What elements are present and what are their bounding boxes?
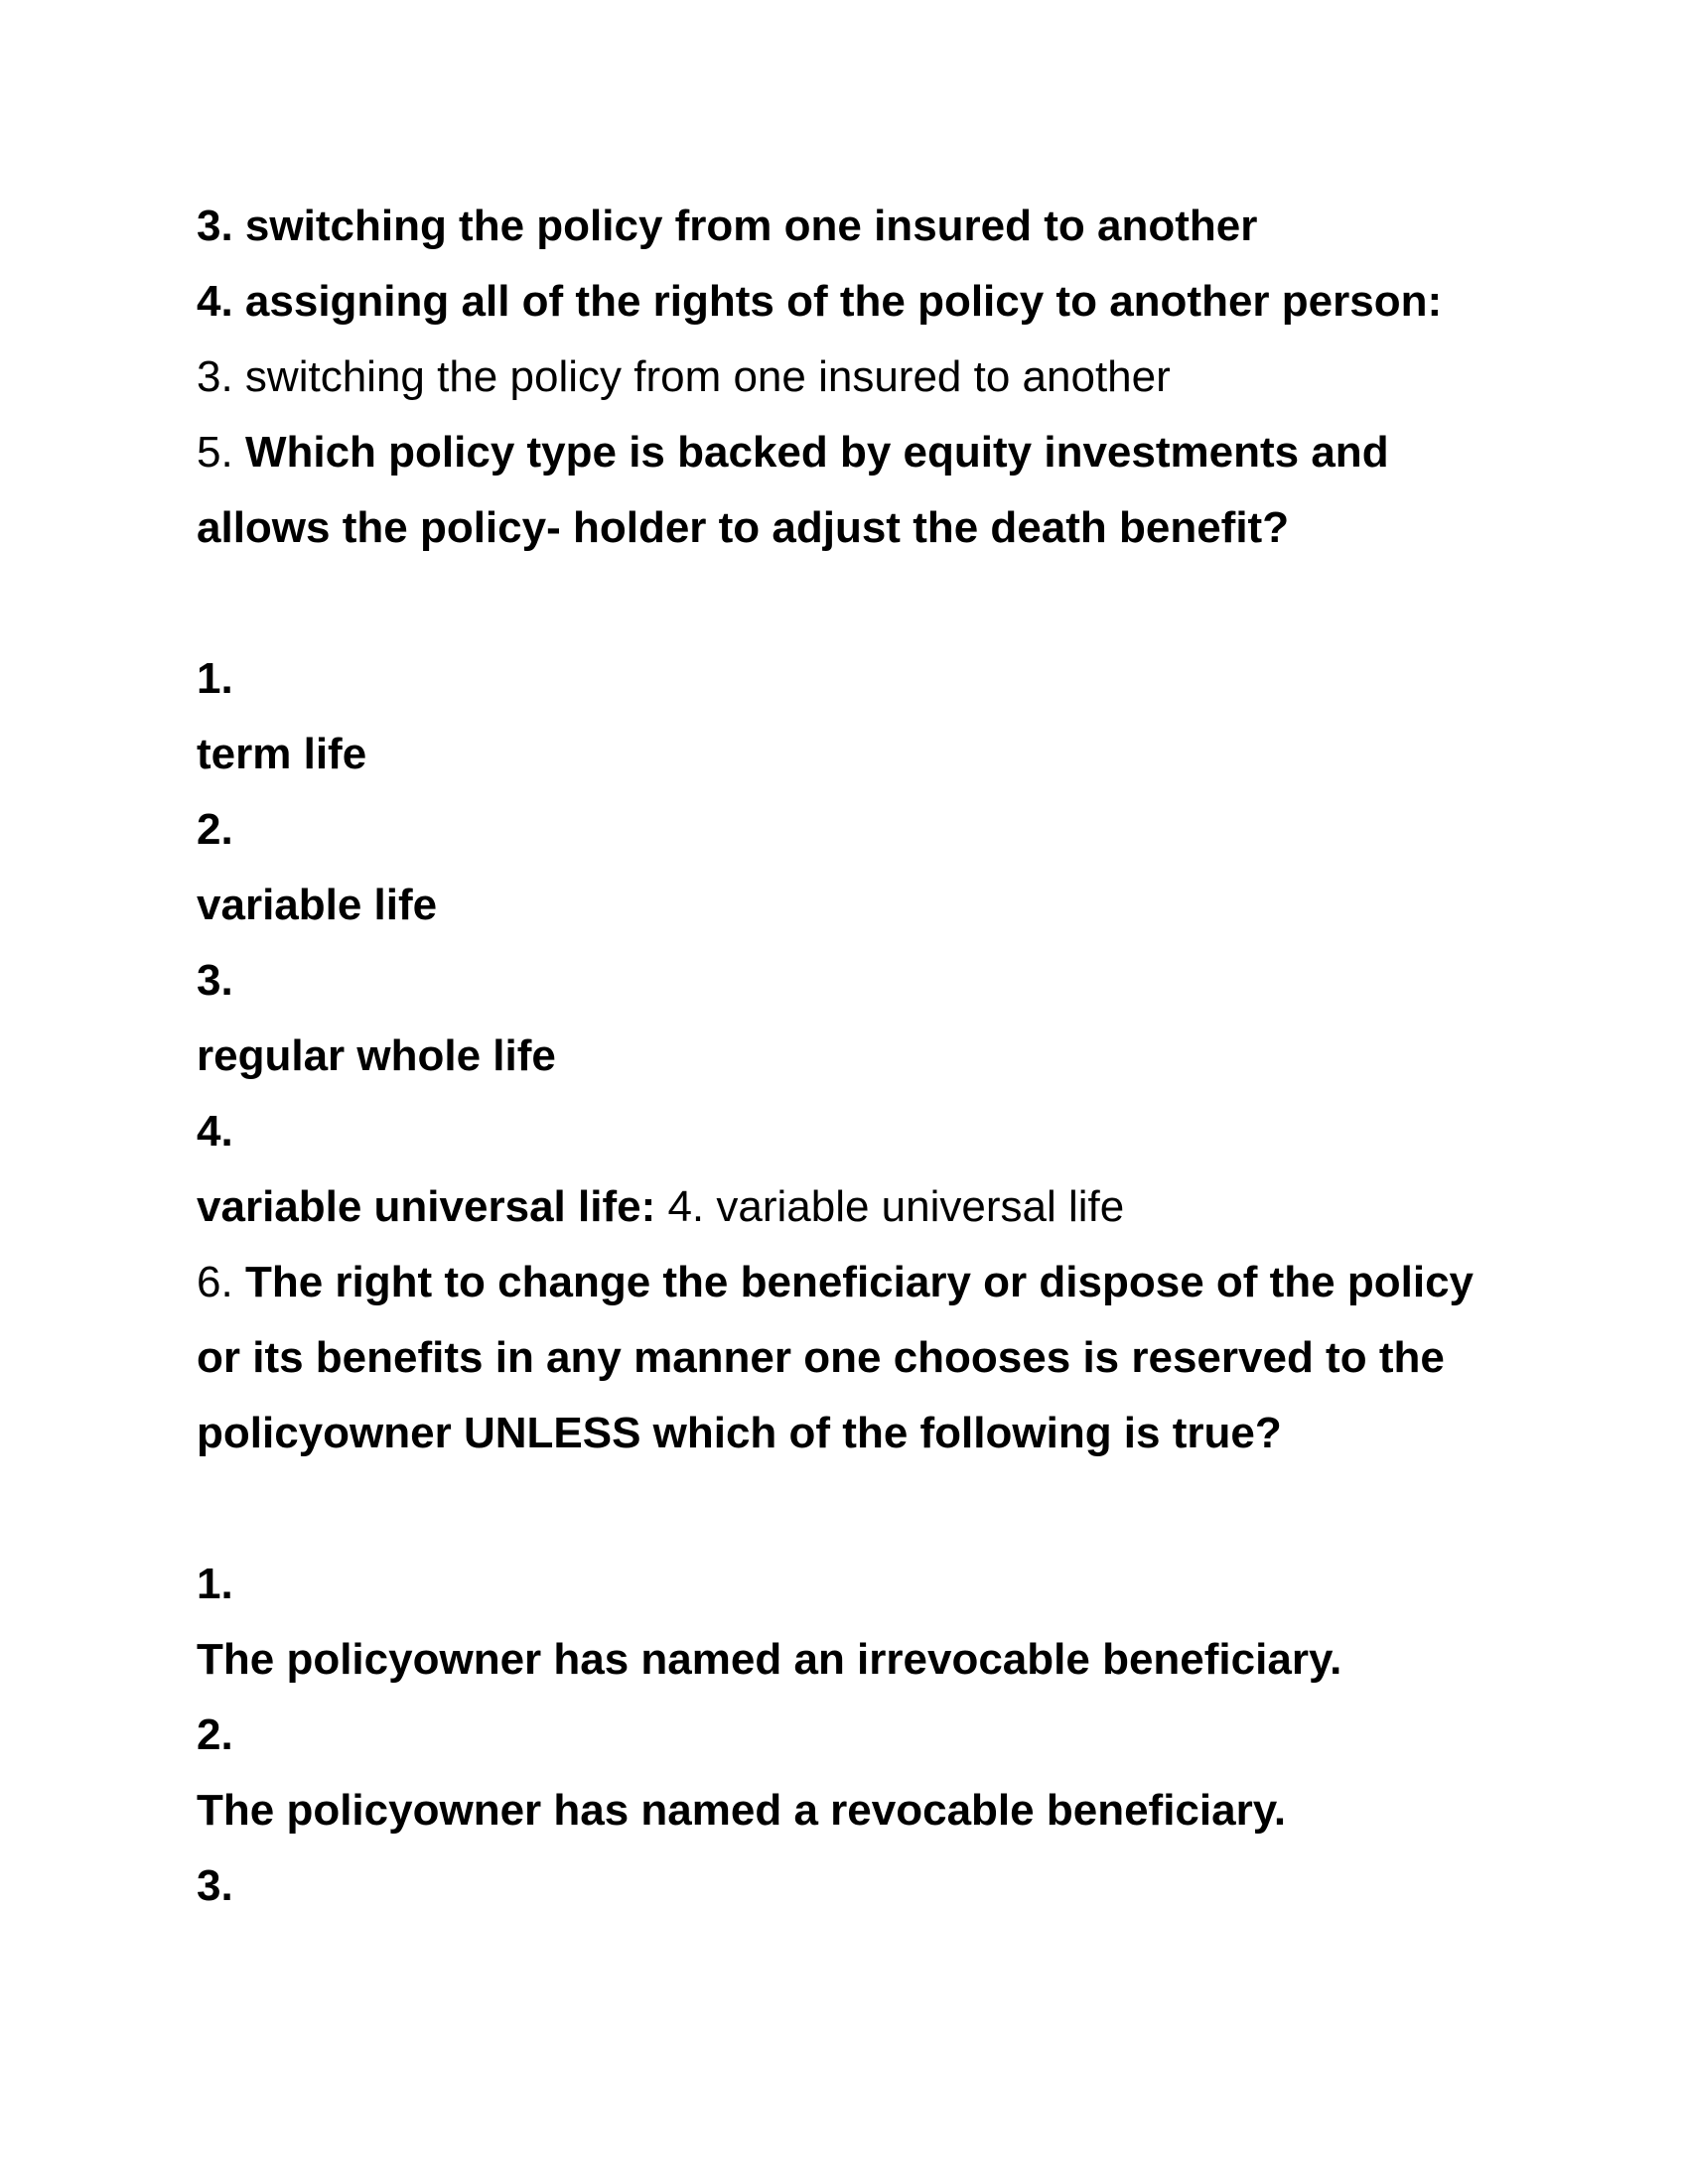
option-number: 1. [197, 654, 233, 703]
option-text: regular whole life [197, 1031, 556, 1080]
answer-text: 3. switching the policy from one insured to another [197, 352, 1171, 401]
option-number: 1. [197, 1560, 233, 1608]
question-6 [197, 1245, 1527, 1320]
document-page [197, 189, 1527, 1924]
option-text: The policyowner has named a revocable beneficiary. [197, 1786, 1287, 1835]
question-text-continued: policyowner UNLESS which of the following is true? [197, 1409, 1282, 1457]
option-number: 4. [197, 1107, 233, 1156]
spacer [197, 1471, 1527, 1547]
option-number: 3. [197, 956, 233, 1005]
option-text: variable life [197, 881, 438, 929]
question-5 [197, 415, 1527, 490]
option-text: term life [197, 730, 367, 778]
option-number: 2. [197, 805, 233, 854]
option-text: The policyowner has named an irrevocable beneficiary. [197, 1635, 1342, 1684]
answer-text: 4. variable universal life [667, 1182, 1125, 1231]
option-3-text: 3. switching the policy from one insured to another [197, 202, 1258, 250]
spacer [197, 566, 1527, 641]
question-text: The right to change the beneficiary or dispose of the policy [244, 1258, 1475, 1306]
question-text-continued: or its benefits in any manner one chooses is reserved to the [197, 1333, 1445, 1382]
option-4-text: 4. assigning all of the rights of the policy to another person: [197, 277, 1443, 326]
option-with-answer [197, 1169, 1527, 1245]
option-text: variable universal life: [197, 1182, 656, 1231]
question-number: 6. [197, 1258, 233, 1306]
question-text-continued: allows the policy- holder to adjust the death benefit? [197, 503, 1290, 552]
question-text: Which policy type is backed by equity investments and [244, 428, 1389, 477]
option-number: 3. [197, 1861, 233, 1910]
option-number: 2. [197, 1710, 233, 1759]
question-number: 5. [197, 428, 233, 477]
